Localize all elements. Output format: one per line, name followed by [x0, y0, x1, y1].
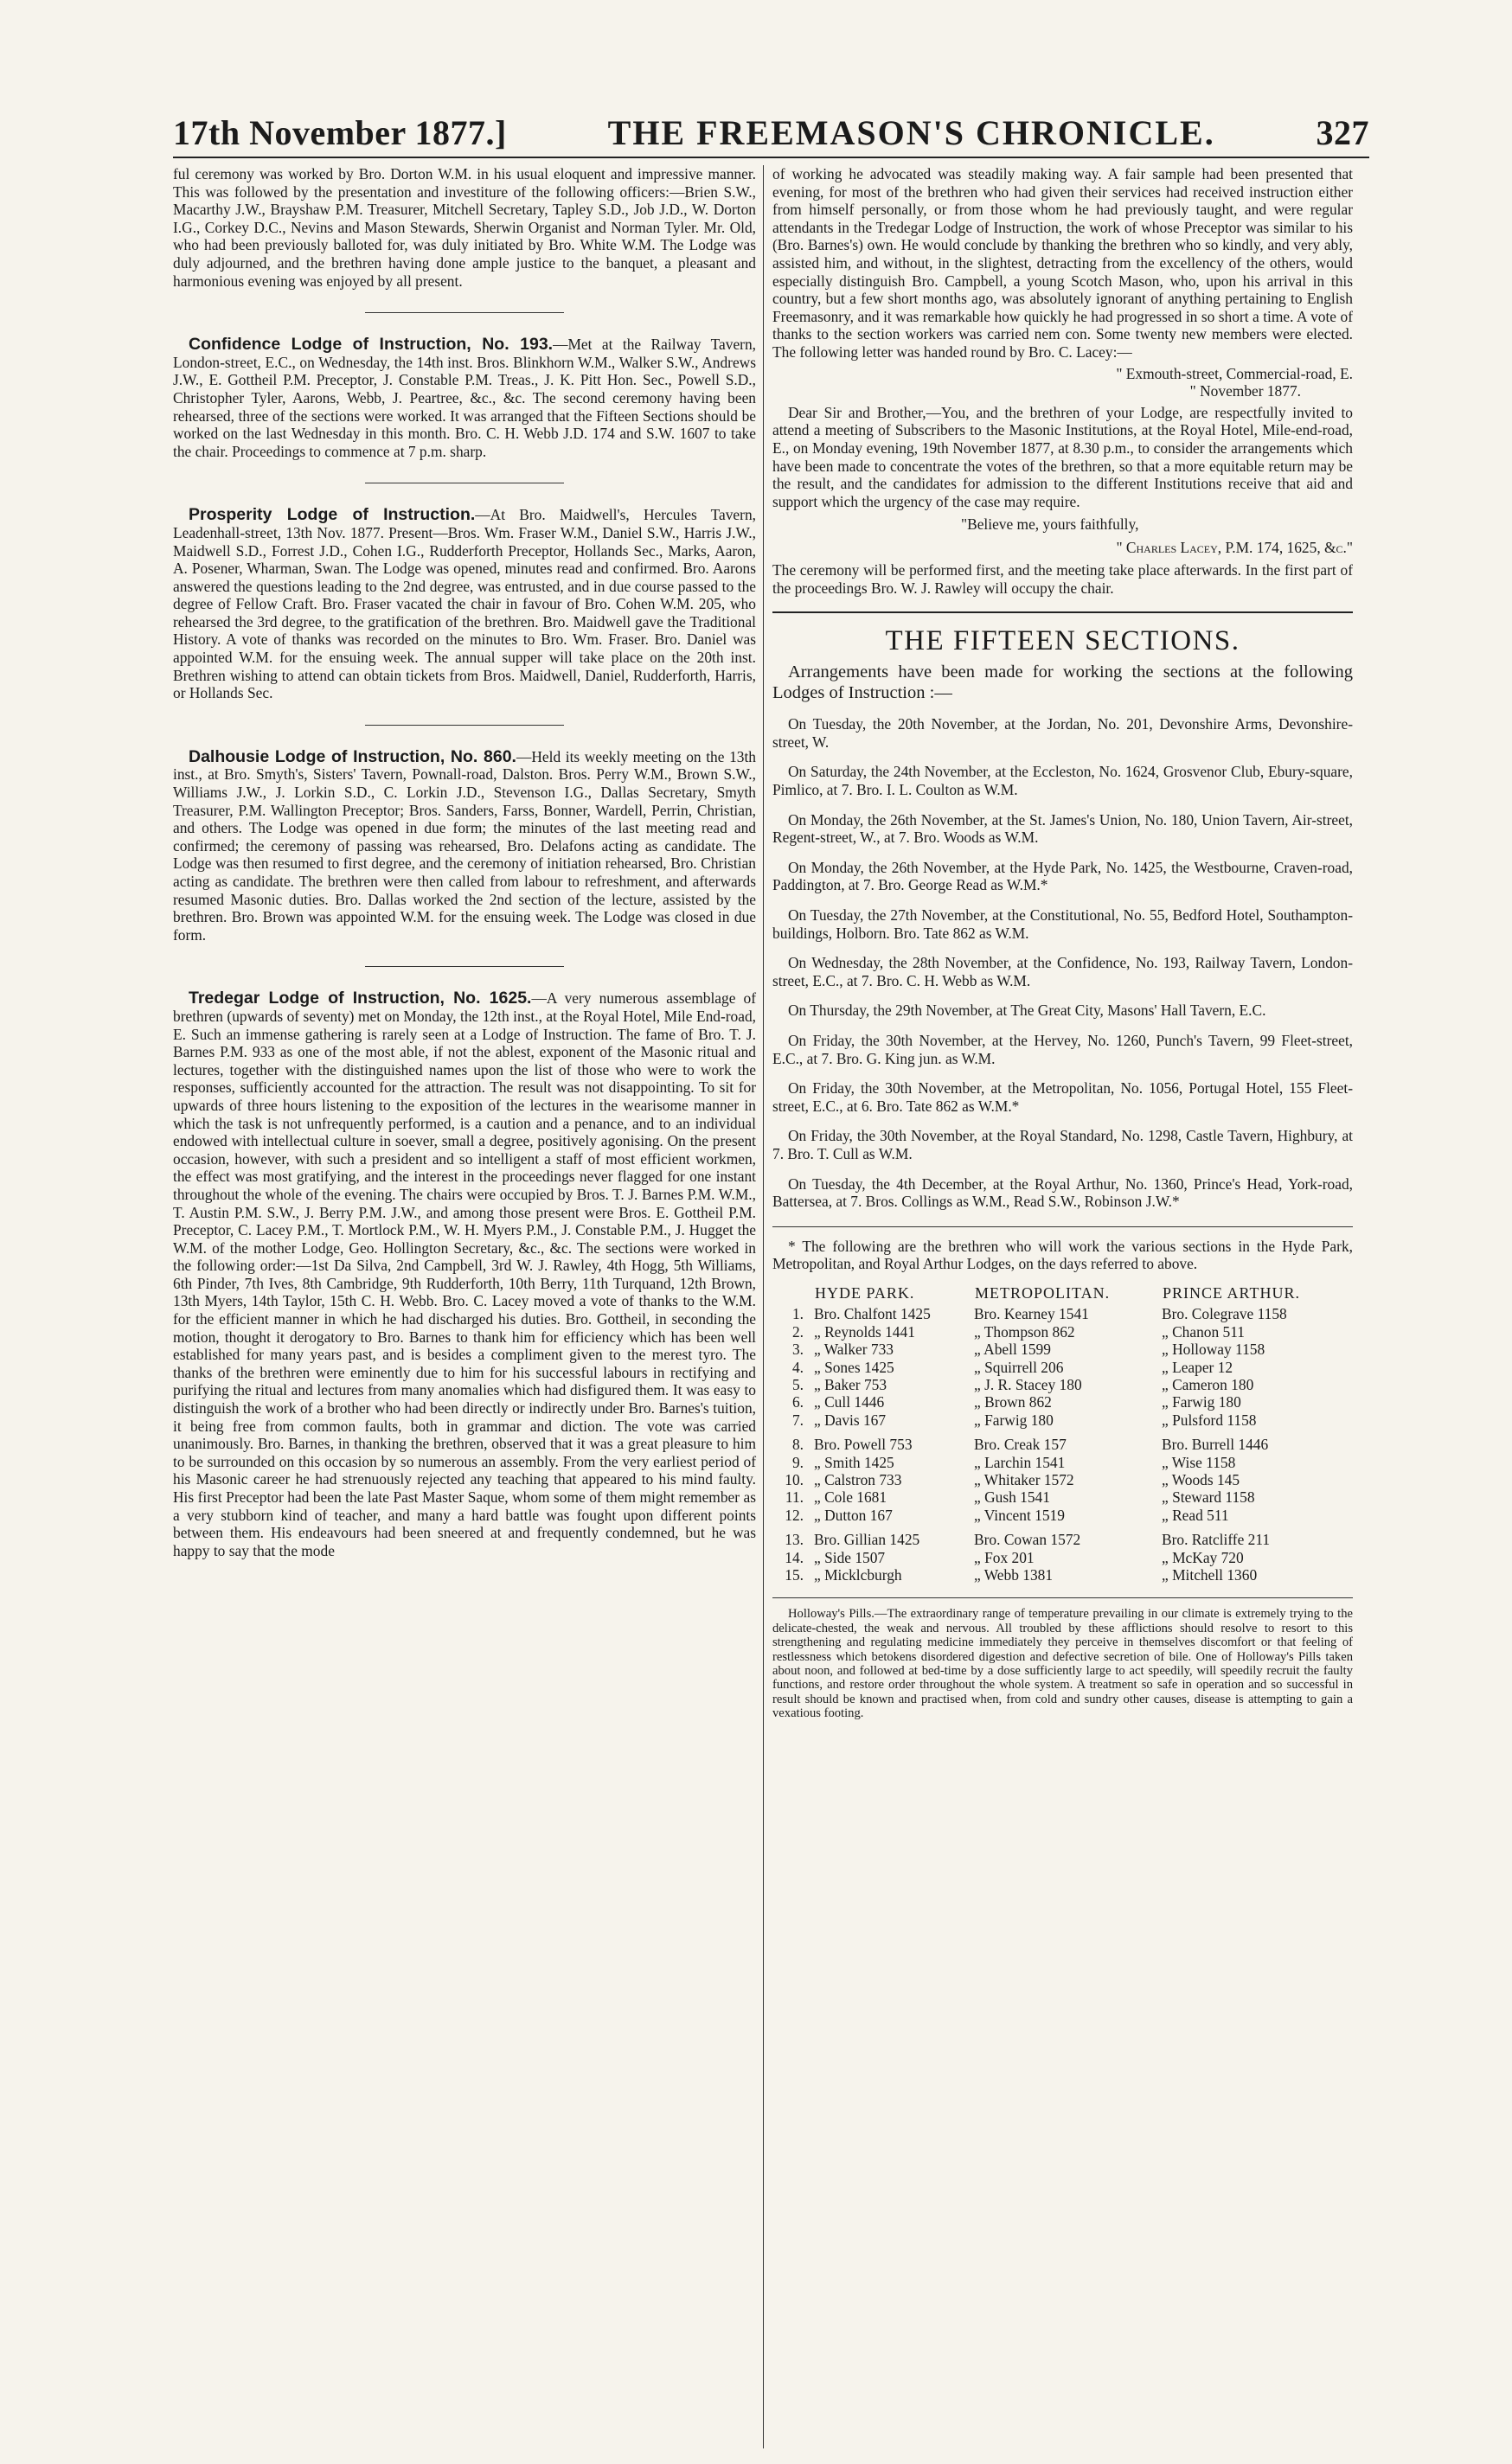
table-row [772, 1323, 1353, 1341]
schedule-entry: On Tuesday, the 20th November, at the Jordan, No. 201, Devonshire Arms, Devonshire-street, W. [772, 715, 1353, 751]
table-cell: „ Brown 862 [974, 1393, 1052, 1411]
table-cell: „ Webb 1381 [974, 1566, 1054, 1584]
table-cell: „ Larchin 1541 [974, 1453, 1066, 1471]
holloway-advertisement: Holloway's Pills.—The extraordinary range of temperature prevailing in our climate is extremely trying to the delicate-chested, the weak and nervous. All troubled by these afflictions should resolve to resort to this strengthening and regulating medicine immediately they perceive in themselves discomfort or that feeling of restlessness which betokens disordered digestion and defective secretion of bile. One of Holloway's Pills taken about noon, and followed at bed-time by a dose sufficiently large to act speedily, will speedily recruit the faulty functions, and restore order throughout the whole system. A treatment so safe in operation and so successful in result should be known and practised when, from cold and sundry other causes, disease is attempting to gain a vexatious footing. [772, 1607, 1353, 1721]
table-cell: „ Abell 1599 [974, 1341, 1051, 1359]
table-cell: Bro. Creak 157 [974, 1436, 1067, 1454]
table-cell: „ Farwig 180 [1162, 1393, 1241, 1411]
letter-body: Dear Sir and Brother,—You, and the brethren of your Lodge, are respectfully invited to attend a meeting of Subscribers to the Masonic Institutions, at the Royal Hotel, Mile-end-road, E., on Monday evening, 19th November 1877, at 8.30 p.m., to consider the arrangements which have been made to concentrate the votes of the brethren, so that a more equitable return may be the result, and the candidates for admission to the different Institutions receive that aid and support which the urgency of the case may require. [772, 403, 1353, 510]
table-cell: Bro. Gillian 1425 [814, 1531, 920, 1549]
section-divider [772, 1597, 1353, 1598]
confidence-report [173, 336, 756, 460]
row-number: 3. [791, 1341, 804, 1359]
row-number: 6. [791, 1393, 804, 1411]
row-number: 5. [791, 1375, 804, 1393]
table-row [772, 1507, 1353, 1524]
column-header: METROPOLITAN. [975, 1283, 1111, 1302]
table-cell: „ Sones 1425 [814, 1358, 894, 1376]
prosperity-heading: Prosperity Lodge of Instruction. [189, 505, 476, 525]
column-header: PRINCE ARTHUR. [1163, 1283, 1300, 1302]
table-cell: „ Micklcburgh [814, 1566, 902, 1584]
table-cell: „ Pulsford 1158 [1162, 1411, 1257, 1429]
letter-address: " Exmouth-street, Commercial-road, E. [1116, 364, 1353, 382]
section-divider [365, 725, 564, 726]
table-row [772, 1305, 1353, 1322]
row-number: 9. [791, 1453, 804, 1471]
prosperity-body: —At Bro. Maidwell's, Hercules Tavern, Leadenhall-street, 13th Nov. 1877. Present—Bros. Wm. Fraser W.M., Daniel S.W., Harris J.W., Maidwell S.D., Forrest J.D., Cohen I.G., Rudderforth Preceptor, Hollands Sec., Marks, Aaron, A. Posener, Wharman, Swan. The Lodge was opened, minutes read and confirmed. Bro. Aarons answered the questions leading to the 2nd degree, was entrusted, and in due course passed to the degree of Fellow Craft. Bro. Fraser vacated the chair in favour of Bro. Cohen W.M. 205, who rehearsed the 3rd degree, to the gratification of the brethren. Bro. Maidwell gave the Traditional History. A vote of thanks was recorded on the minutes to Bro. Wm. Fraser. Bro. Daniel was appointed W.M. for the ensuing week. The annual supper will take place on the 20th inst. Brethren wishing to attend can obtain tickets from Bros. Maidwell, Daniel, Rudderforth, Harris, or Hollands Sec. [173, 506, 756, 702]
table-cell: Bro. Chalfont 1425 [814, 1305, 931, 1323]
letter-signature: " Charles Lacey, P.M. 174, 1625, &c." [1116, 538, 1353, 556]
column-header: HYDE PARK. [815, 1283, 915, 1302]
dalhousie-heading: Dalhousie Lodge of Instruction, No. 860. [189, 746, 516, 766]
footnote: * The following are the brethren who will work the various sections in the Hyde Park, Metropolitan, and Royal Arthur Lodges, on the days referred to above. [772, 1237, 1353, 1273]
table-cell: „ J. R. Stacey 180 [974, 1375, 1082, 1393]
table-row [772, 1524, 1353, 1548]
letter-closing: "Believe me, yours faithfully, [961, 515, 1139, 534]
section-divider [772, 1226, 1353, 1227]
schedule-list [772, 715, 1353, 1210]
confidence-heading: Confidence Lodge of Instruction, No. 193. [189, 335, 554, 355]
table-cell: Bro. Colegrave 1158 [1162, 1305, 1287, 1323]
table-cell: Bro. Powell 753 [814, 1436, 913, 1454]
schedule-entry: On Tuesday, the 4th December, at the Royal Arthur, No. 1360, Prince's Head, York-road, Battersea, at 7. Bros. Collings as W.M., Read S.W., Robinson J.W.* [772, 1174, 1353, 1211]
row-number: 10. [785, 1470, 804, 1488]
section-workers-table [772, 1283, 1353, 1584]
table-row [772, 1359, 1353, 1376]
table-cell: „ Squirrell 206 [974, 1358, 1064, 1376]
page-number: 327 [1316, 113, 1369, 152]
table-cell: „ Calstron 733 [814, 1470, 902, 1488]
table-cell: Bro. Kearney 1541 [974, 1305, 1089, 1323]
schedule-entry: On Monday, the 26th November, at the St. James's Union, No. 180, Union Tavern, Air-street, Regent-street, W., at 7. Bro. Woods as W.M. [772, 810, 1353, 847]
table-cell: „ Wise 1158 [1162, 1453, 1236, 1471]
tredegar-report [173, 989, 756, 1559]
schedule-entry: On Tuesday, the 27th November, at the Constitutional, No. 55, Bedford Hotel, Southampton-buildings, Holborn. Bro. Tate 862 as W.M. [772, 906, 1353, 942]
letter-afterword: The ceremony will be performed first, and the meeting take place afterwards. In the first part of the proceedings Bro. W. J. Rawley will occupy the chair. [772, 561, 1353, 598]
row-number: 14. [785, 1548, 804, 1566]
tredegar-body: —A very numerous assemblage of brethren (upwards of seventy) met on Monday, the 12th inst., at the Royal Hotel, Mile End-road, E. Such an immense gathering is rarely seen at a Lodge of Instruction. The fame of Bro. T. J. Barnes P.M. 933 as one of the most able, if not the ablest, exponent of the Masonic ritual and lectures, together with the distinguished names upon the list of those who were to work the responses, sufficiently accounted for the attraction. The result was not disappointing. To sit for upwards of three hours listening to the exposition of the lectures in the wearisome manner in which the task is not unfrequently performed, is a caution and a penance, and to an individual endowed with intellectual culture in soever, small a degree, positively agonising. On the present occasion, however, with such a president and so intelligent a staff of most efficient workmen, the effect was most gratifying, and the interest in the proceedings never flagged for one instant throughout the whole of the evening. The chairs were occupied by Bros. T. J. Barnes P.M. W.M., T. Austin P.M. S.W., J. Berry P.M. J.W., and among those present were Bros. E. Gottheil P.M. Preceptor, C. Lacey P.M., T. Mortlock P.M., W. H. Myers P.M., J. Constable P.M., J. Hugget the W.M. of the mother Lodge, Geo. Hollington Secretary, &c., &c. The sections were worked in the following order:—1st Da Silva, 2nd Campbell, 3rd W. J. Rawley, 4th Hogg, 5th Williams, 6th Pinder, 7th Ives, 8th Cambridge, 9th Rudderforth, 10th Berry, 11th Turquand, 12th Brown, 13th Myers, 14th Taylor, 15th C. H. Webb. Bro. C. Lacey moved a vote of thanks to the W.M. for the efficient manner in which he had discharged his duties. Bro. Gottheil, in seconding the motion, thought it derogatory to Bro. Barnes to thank him for efficiency which has been well established for many years past, and is besides a compliment given to the merest tyro. The thanks of the brethren were eminently due to him for his successful labours in rectifying and purifying the ritual and lectures from many anomalies which had disfigured them. It was easy to distinguish the work of a brother who had been directly or indirectly under Bro. Barnes's tuition, it being free from common faults, both in grammar and diction. The vote was carried unanimously. Bro. Barnes, in thanking the brethren, observed that it was a great pleasure to him to be surrounded on this occasion by so numerous an assembly. From the very earliest period of his Masonic career he had strenuously rejected any teaching that appeared to his mind faulty. His first Preceptor had been the late Past Master Saque, whom some of them might remember as a very stubborn kind of teacher, and many a hard battle was fought upon different points between them. His endeavours had been sneered at and frequently condemned, but he was happy to say that the mode [173, 989, 756, 1559]
row-number: 2. [791, 1322, 804, 1341]
table-cell: „ Smith 1425 [814, 1453, 894, 1471]
schedule-entry: On Friday, the 30th November, at the Hervey, No. 1260, Punch's Tavern, 99 Fleet-street, E.C., at 7. Bro. G. King jun. as W.M. [772, 1031, 1353, 1067]
table-row [772, 1411, 1353, 1429]
table-row [772, 1471, 1353, 1488]
dalhousie-report [173, 748, 756, 944]
table-cell: Bro. Burrell 1446 [1162, 1436, 1269, 1454]
table-row [772, 1549, 1353, 1566]
table-header-row [772, 1283, 1353, 1305]
publication-title: THE FREEMASON'S CHRONICLE. [607, 113, 1215, 152]
table-cell: „ Holloway 1158 [1162, 1341, 1265, 1359]
table-cell: „ Steward 1158 [1162, 1488, 1255, 1507]
table-row [772, 1341, 1353, 1358]
table-cell: „ Mitchell 1360 [1162, 1566, 1258, 1584]
row-number: 12. [785, 1506, 804, 1524]
letter-date: " November 1877. [1189, 382, 1301, 400]
table-body [772, 1305, 1353, 1584]
table-cell: „ Chanon 511 [1162, 1322, 1245, 1341]
table-cell: „ Vincent 1519 [974, 1506, 1065, 1524]
table-row [772, 1488, 1353, 1506]
confidence-body: —Met at the Railway Tavern, London-street, E.C., on Wednesday, the 14th inst. Bros. Blinkhorn W.M., Walker S.W., Andrews J.W., E. Gottheil P.M. Preceptor, J. Constable P.M. Treas., J. K. Pitt Hon. Sec., Powell S.D., Christopher Tyler, Aarons, Webb, J. Peartree, &c., &c. The second ceremony having been rehearsed, three of the sections were worked. It was arranged that the Fifteen Sections should be worked on the last Wednesday in this month. Bro. C. H. Webb J.D. 174 and S.W. 1607 to take the chair. Proceedings to commence at 7 p.m. sharp. [173, 336, 756, 460]
row-number: 13. [785, 1531, 804, 1549]
table-cell: Bro. Ratcliffe 211 [1162, 1531, 1271, 1549]
table-cell: „ Dutton 167 [814, 1506, 893, 1524]
fifteen-sections-title: THE FIFTEEN SECTIONS. [885, 624, 1240, 656]
issue-date: 17th November 1877.] [173, 113, 507, 152]
schedule-entry: On Wednesday, the 28th November, at the Confidence, No. 193, Railway Tavern, London-street, E.C., at 7. Bro. C. H. Webb as W.M. [772, 954, 1353, 989]
row-number: 8. [791, 1436, 804, 1454]
row-number: 1. [791, 1305, 804, 1323]
left-column [173, 165, 763, 2448]
table-cell: „ McKay 720 [1162, 1548, 1244, 1566]
table-cell: „ Cole 1681 [814, 1488, 887, 1507]
tredegar-heading: Tredegar Lodge of Instruction, No. 1625. [189, 989, 532, 1008]
table-cell: Bro. Cowan 1572 [974, 1531, 1081, 1549]
section-divider [772, 611, 1353, 613]
table-cell: „ Side 1507 [814, 1548, 886, 1566]
schedule-entry: On Monday, the 26th November, at the Hyde Park, No. 1425, the Westbourne, Craven-road, Paddington, at 7. Bro. George Read as W.M.* [772, 858, 1353, 894]
table-cell: „ Gush 1541 [974, 1488, 1050, 1507]
table-row [772, 1566, 1353, 1584]
table-row [772, 1376, 1353, 1393]
schedule-entry: On Friday, the 30th November, at the Royal Standard, No. 1298, Castle Tavern, Highbury, at 7. Bro. T. Cull as W.M. [772, 1127, 1353, 1162]
table-cell: „ Baker 753 [814, 1375, 887, 1393]
table-cell: „ Cull 1446 [814, 1393, 885, 1411]
table-cell: „ Whitaker 1572 [974, 1470, 1074, 1488]
section-divider [365, 966, 564, 967]
table-cell: „ Cameron 180 [1162, 1375, 1254, 1393]
table-cell: „ Fox 201 [974, 1548, 1035, 1566]
table-row [772, 1393, 1353, 1411]
table-row [772, 1429, 1353, 1453]
table-cell: „ Farwig 180 [974, 1411, 1054, 1429]
table-cell: „ Davis 167 [814, 1411, 887, 1429]
table-cell: „ Walker 733 [814, 1341, 894, 1359]
row-number: 4. [791, 1358, 804, 1376]
table-cell: „ Woods 145 [1162, 1470, 1240, 1488]
row-number: 7. [791, 1411, 804, 1429]
schedule-entry: On Saturday, the 24th November, at the Eccleston, No. 1624, Grosvenor Club, Ebury-square, Pimlico, at 7. Bro. I. L. Coulton as W.M. [772, 763, 1353, 799]
dalhousie-body: —Held its weekly meeting on the 13th inst., at Bro. Smyth's, Sisters' Tavern, Pownall-road, Dalston. Bros. Perry W.M., Brown S.W., Williams J.W., J. Lorkin S.D., C. Lorkin J.D., Stevenson I.G., Dallas Secretary, Smyth Treasurer, P.M. Wallington Preceptor; Bros. Sanders, Farss, Bonner, Wardell, Perrin, Christian, and others. The Lodge was opened in due form; the minutes of the last meeting read and confirmed; the ceremony of passing was rehearsed, Bro. Delafons acting as candidate. The Lodge was then resumed to first degree, and the ceremony of initiation rehearsed, Bro. Christian acting as candidate. The brethren were then called from labour to refreshment, and afterwards resumed Masonic duties. Bro. Dallas worked the 2nd section of the lecture, assisted by the brethren. Bro. Brown was appointed W.M. for the ensuing week. The Lodge was closed in due form. [173, 747, 756, 944]
row-number: 15. [785, 1566, 804, 1584]
masthead [173, 112, 1369, 158]
opening-paragraph: ful ceremony was worked by Bro. Dorton W.M. in his usual eloquent and impressive manner. This was followed by the presentation and investiture of the following officers:—Brien S.W., Macarthy J.W., Brayshaw P.M. Treasurer, Mitchell Secretary, Tapley S.D., Job J.D., W. Dorton I.G., Corkey D.C., Nevins and Mason Stewards, Sherwin Organist and Norman Tyler. Mr. Old, who had been previously balloted for, was duly initiated by Bro. White W.M. The Lodge was duly adjourned, and the brethren having done ample justice to the banquet, a pleasant and harmonious evening was enjoyed by all present. [173, 165, 756, 290]
schedule-entry: On Thursday, the 29th November, at The Great City, Masons' Hall Tavern, E.C. [788, 1002, 1266, 1020]
table-cell: „ Leaper 12 [1162, 1358, 1233, 1376]
fifteen-sections-intro: Arrangements have been made for working the sections at the following Lodges of Instruction :— [772, 662, 1353, 703]
table-cell: „ Thompson 862 [974, 1322, 1075, 1341]
right-column [763, 165, 1353, 2448]
body-columns [173, 165, 1369, 2448]
tredegar-continuation: of working he advocated was steadily making way. A fair sample had been presented that evening, for most of the brethren who had given their services had received instruction either from himself personally, or from those whom he had previously taught, and were regular attendants in the Tredegar Lodge of Instruction, the work of whose Preceptor was similar to his (Bro. Barnes's) own. He would conclude by thanking the brethren who so kindly, and very ably, assisted him, and without, in the slightest, detracting from the excellency of the others, would especially distinguish Bro. Campbell, a young Scotch Mason, who, upon his arrival in this country, but a few short months ago, was absolutely ignorant of anything pertaining to English Freemasonry, and it was remarkable how quickly he had progressed in so short a time. A vote of thanks to the section workers was carried nem con. Some twenty new members were elected. The following letter was handed round by Bro. C. Lacey:— [772, 165, 1353, 361]
table-cell: „ Read 511 [1162, 1506, 1229, 1524]
schedule-entry: On Friday, the 30th November, at the Metropolitan, No. 1056, Portugal Hotel, 155 Fleet-street, E.C., at 6. Bro. Tate 862 as W.M.* [772, 1079, 1353, 1115]
row-number: 11. [785, 1488, 804, 1507]
table-cell: „ Reynolds 1441 [814, 1322, 915, 1341]
section-divider [365, 312, 564, 313]
prosperity-report [173, 506, 756, 702]
table-row [772, 1454, 1353, 1471]
